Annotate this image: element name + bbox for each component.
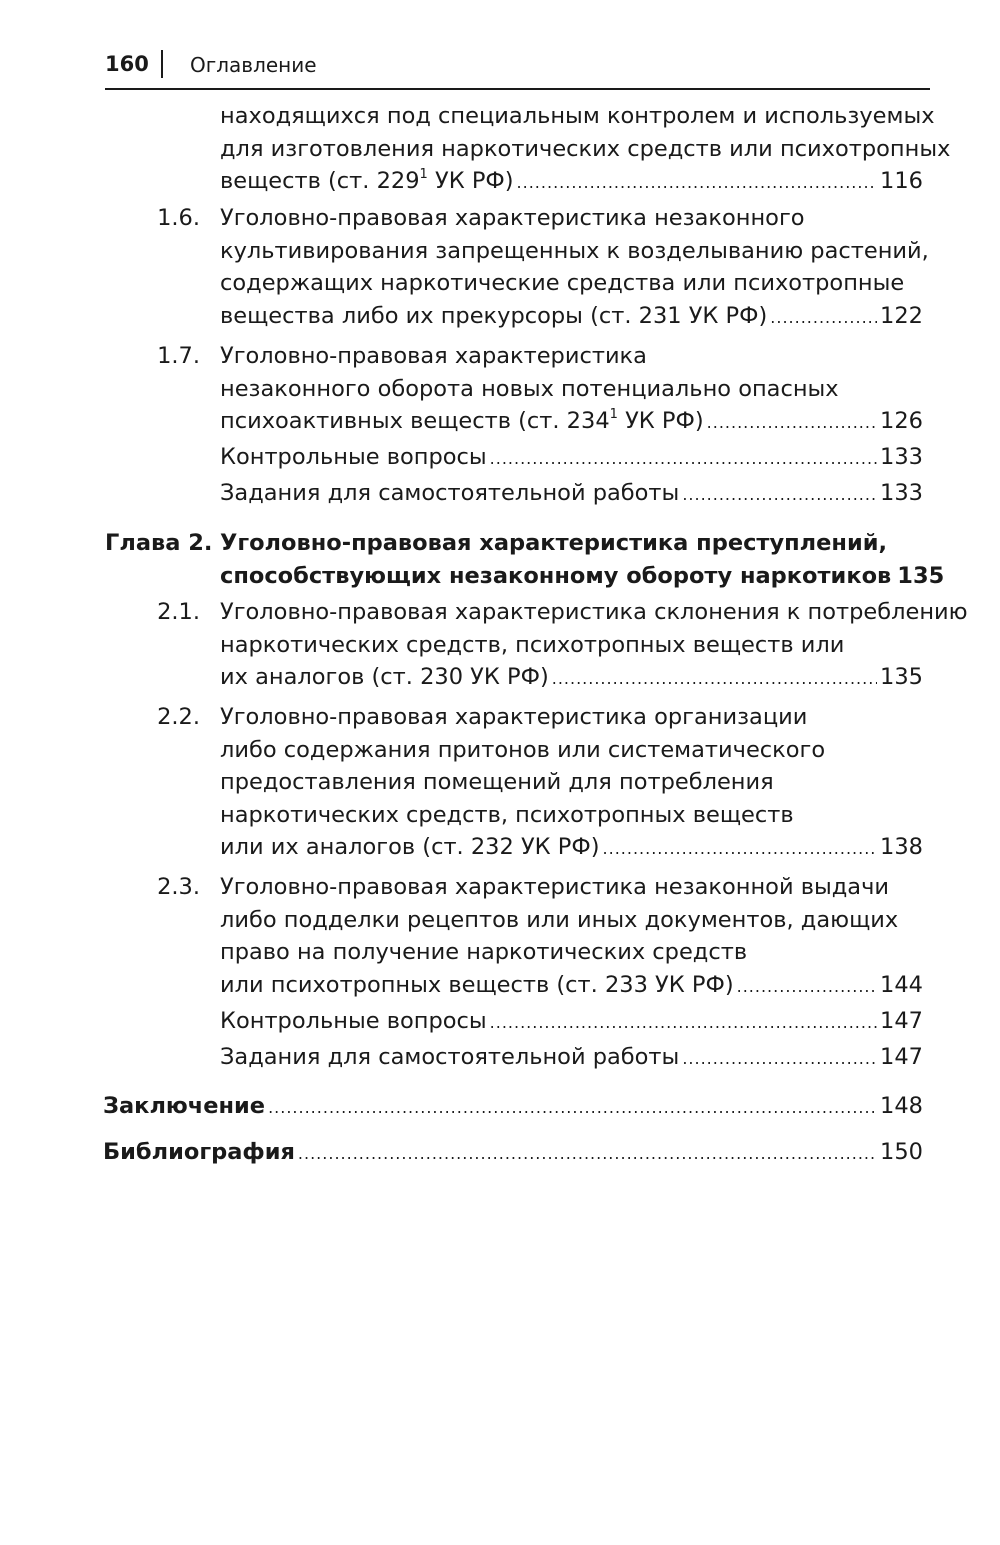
toc-page-number: 135 (897, 562, 945, 589)
leader-dots (682, 1043, 877, 1076)
toc-page-number: 135 (880, 664, 923, 690)
toc-page-number: 133 (880, 480, 923, 506)
section-number: 2.1. (157, 599, 200, 625)
toc-entry-line: Уголовно-правовая характеристика организации (220, 704, 808, 730)
toc-page-number: 138 (880, 834, 923, 860)
toc-entry-title: Библиография (103, 1139, 295, 1165)
toc-entry-line: наркотических средств, психотропных веществ или (220, 631, 845, 658)
section-number: 2.3. (157, 874, 200, 900)
leader-dots (603, 833, 878, 866)
toc-entry-line: незаконного оборота новых потенциально опасных (220, 375, 839, 402)
toc-page-number: 116 (880, 168, 923, 194)
toc-entry-line: для изготовления наркотических средств или психотропных (220, 135, 951, 162)
toc-entry-title-end: вещества либо их прекурсоры (ст. 231 УК РФ) (220, 302, 768, 329)
toc-page-number: 122 (880, 302, 923, 329)
section-number: 1.6. (157, 205, 200, 231)
toc-entry-line: Уголовно-правовая характеристика незаконного (220, 205, 805, 231)
section-number: 1.7. (157, 343, 200, 369)
leader-dots (268, 1092, 877, 1125)
toc-entry-line: Уголовно-правовая характеристика склонения к потреблению (220, 599, 968, 625)
header-separator (161, 50, 163, 78)
header-title: Оглавление (190, 53, 317, 77)
toc-page-number: 133 (880, 444, 923, 470)
toc-entry-line: либо содержания притонов или систематического (220, 736, 826, 763)
toc-entry-line: Уголовно-правовая характеристика (220, 343, 647, 369)
leader-dots (737, 971, 877, 1004)
toc-entry-title: Контрольные вопросы (220, 444, 487, 470)
toc-entry-title-end: психоактивных веществ (ст. $234^1$ УК РФ) (220, 406, 704, 434)
toc-entry-title-end: или их аналогов (ст. 232 УК РФ) (220, 834, 600, 860)
toc-entry-title-end: способствующих незаконному обороту наркотиков (220, 562, 892, 589)
toc-entry-title-end: их аналогов (ст. 230 УК РФ) (220, 664, 549, 690)
toc-page-number: 147 (880, 1044, 923, 1070)
page-number: 160 (105, 52, 149, 76)
toc-entry-title-end: веществ (ст. $229^1$ УК РФ) (220, 166, 514, 194)
chapter-number: Глава 2. (105, 530, 213, 556)
toc-entry-title-end: или психотропных веществ (ст. 233 УК РФ) (220, 971, 734, 998)
section-number: 2.2. (157, 704, 200, 730)
toc-page-number: 144 (880, 971, 923, 998)
toc-entry-line: наркотических средств, психотропных веществ (220, 801, 794, 828)
toc-entry-line: либо подделки рецептов или иных документов, дающих (220, 906, 899, 933)
running-header (105, 50, 930, 90)
leader-dots (490, 1007, 877, 1040)
toc-entry-title: Задания для самостоятельной работы (220, 1044, 680, 1070)
toc-page-number: 126 (880, 408, 923, 434)
toc-entry-line: Уголовно-правовая характеристика незаконной выдачи (220, 874, 890, 900)
toc-entry-title: Заключение (103, 1093, 266, 1119)
toc-page-number: 150 (880, 1139, 923, 1165)
toc-page-number: 148 (880, 1093, 923, 1119)
toc-entry-title: Контрольные вопросы (220, 1008, 487, 1034)
toc-entry-line: содержащих наркотические средства или психотропные (220, 270, 905, 296)
toc-entry-line: культивирования запрещенных к возделыванию растений, (220, 237, 929, 264)
leader-dots (682, 479, 877, 512)
toc-page-number: 147 (880, 1008, 923, 1034)
leader-dots (517, 167, 878, 200)
leader-dots (707, 407, 877, 440)
toc-entry-line: Уголовно-правовая характеристика преступлений, (220, 530, 888, 556)
leader-dots (490, 443, 877, 476)
toc-entry-line: предоставления помещений для потребления (220, 769, 774, 795)
leader-dots (770, 302, 877, 335)
toc-entry-line: находящихся под специальным контролем и используемых (220, 103, 935, 129)
leader-dots (298, 1138, 877, 1171)
leader-dots (552, 663, 877, 696)
toc-entry-title: Задания для самостоятельной работы (220, 480, 680, 506)
toc-entry-line: право на получение наркотических средств (220, 939, 748, 965)
